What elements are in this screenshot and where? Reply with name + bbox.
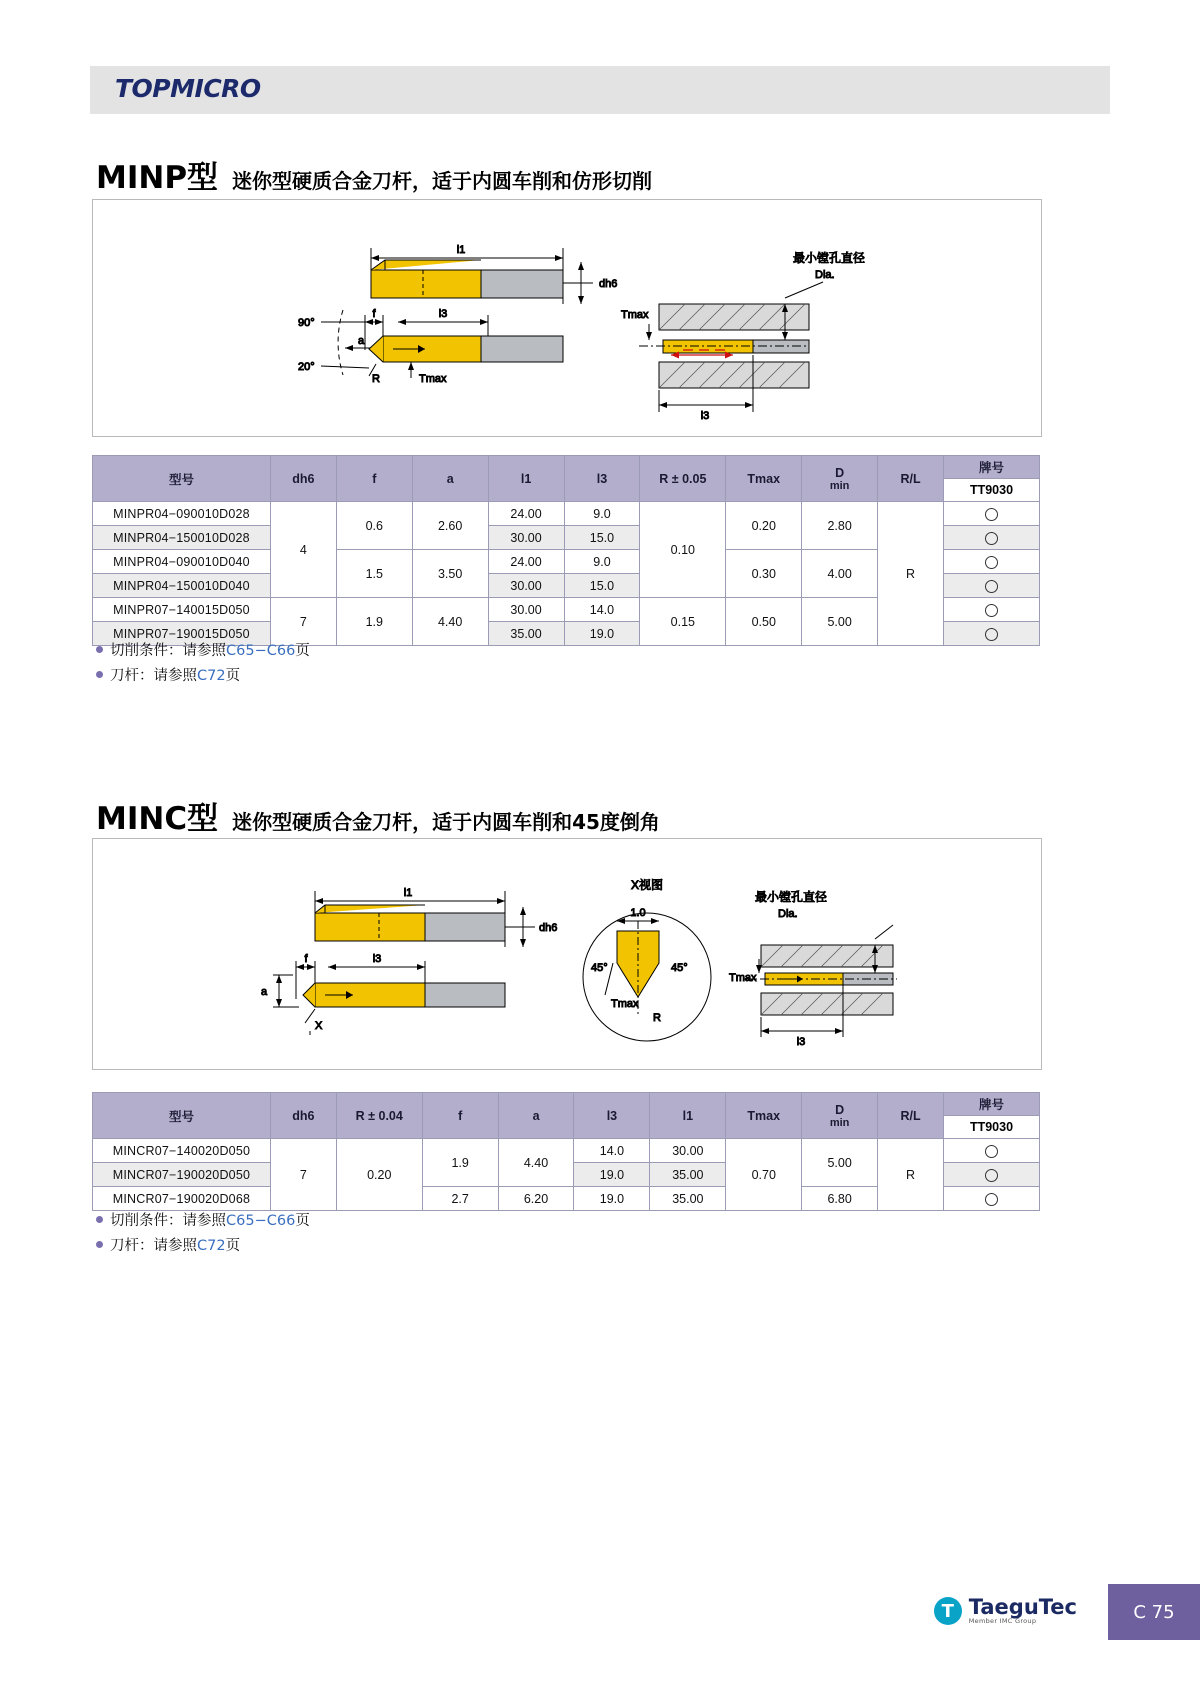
svg-text:l3: l3: [438, 308, 448, 320]
th-dmin-d: D: [835, 1102, 845, 1117]
table-header-row: [93, 1093, 1040, 1116]
cell-l3: 14.0: [574, 1139, 650, 1163]
cell-a: 4.40: [412, 598, 488, 646]
cell-grade: [943, 550, 1039, 574]
grade-circle-icon: [985, 604, 998, 617]
cell-dh6: 7: [270, 598, 336, 646]
grade-circle-icon: [985, 628, 998, 641]
grade-circle-icon: [985, 1193, 998, 1206]
cell-l3: 15.0: [564, 526, 640, 550]
th-rl: R/L: [878, 456, 944, 502]
cell-l1: 35.00: [650, 1187, 726, 1211]
notes-minp: [96, 640, 310, 690]
cell-a: 2.60: [412, 502, 488, 550]
grade-circle-icon: [985, 1145, 998, 1158]
cell-model: MINPR04−090010D028: [93, 502, 271, 526]
svg-text:最小镗孔直径: 最小镗孔直径: [755, 890, 828, 904]
cell-f: 1.9: [422, 1139, 498, 1187]
cell-dh6: 4: [270, 502, 336, 598]
section-title-minp: [96, 152, 652, 197]
th-grade-tt9030: TT9030: [943, 1116, 1039, 1139]
spec-table-minp: [92, 455, 1040, 646]
th-l3: l3: [574, 1093, 650, 1139]
svg-text:Dia.: Dia.: [778, 908, 798, 920]
cell-grade: [943, 502, 1039, 526]
th-l1: l1: [488, 456, 564, 502]
cell-grade: [943, 1139, 1039, 1163]
cell-grade: [943, 598, 1039, 622]
svg-text:1.0: 1.0: [630, 907, 646, 919]
section-title-minc: [96, 793, 660, 838]
svg-text:f: f: [304, 953, 308, 965]
cell-dmin: 4.00: [802, 550, 878, 598]
cell-grade: [943, 622, 1039, 646]
svg-text:a: a: [357, 335, 365, 347]
cell-f: 0.6: [336, 502, 412, 550]
cell-l1: 30.00: [488, 574, 564, 598]
cell-f: 1.5: [336, 550, 412, 598]
th-dh6: dh6: [270, 1093, 336, 1139]
th-tmax: Tmax: [726, 1093, 802, 1139]
cell-grade: [943, 1163, 1039, 1187]
svg-text:dh6: dh6: [539, 922, 558, 934]
th-rl: R/L: [878, 1093, 944, 1139]
th-f: f: [422, 1093, 498, 1139]
svg-text:Tmax: Tmax: [729, 972, 757, 984]
svg-text:45°: 45°: [671, 962, 688, 974]
th-dh6: dh6: [270, 456, 336, 502]
section-code-minc: MINC型: [96, 801, 219, 837]
th-grade-tt9030: TT9030: [943, 479, 1039, 502]
cell-l3: 14.0: [564, 598, 640, 622]
svg-text:R: R: [372, 373, 380, 385]
note-tail: 页: [295, 1213, 310, 1229]
cell-model: MINPR07−140015D050: [93, 598, 271, 622]
svg-text:Tmax: Tmax: [611, 998, 639, 1010]
svg-text:dh6: dh6: [599, 278, 618, 290]
cell-a: 6.20: [498, 1187, 574, 1211]
svg-text:a: a: [261, 986, 268, 998]
th-brand: 牌号: [943, 456, 1039, 479]
note-item: [96, 1210, 310, 1232]
brand-logo-top: TOP: [115, 74, 171, 103]
figure-minc: [92, 838, 1042, 1070]
cell-model: MINCR07−190020D068: [93, 1187, 271, 1211]
cell-model: MINPR04−150010D040: [93, 574, 271, 598]
note-tail: 页: [295, 643, 310, 659]
figure-minp-drawing: [93, 200, 1039, 434]
th-tmax: Tmax: [726, 456, 802, 502]
cell-dmin: 5.00: [802, 1139, 878, 1187]
svg-text:X: X: [315, 1020, 323, 1032]
company-subtitle: Member IMC Group: [968, 1616, 1037, 1625]
cell-model: MINPR07−190015D050: [93, 622, 271, 646]
spec-table-minc: [92, 1092, 1040, 1211]
cell-f: 1.9: [336, 598, 412, 646]
cell-r: 0.10: [640, 502, 726, 598]
brand-logo: [115, 74, 261, 103]
note-item: [96, 1235, 310, 1257]
taegutec-mark-icon: T: [934, 1597, 962, 1625]
section-code-minp: MINP型: [96, 160, 219, 196]
cell-l1: 24.00: [488, 502, 564, 526]
cell-model: MINPR04−150010D028: [93, 526, 271, 550]
th-brand: 牌号: [943, 1093, 1039, 1116]
th-dmin-d: D: [835, 465, 845, 480]
bullet-icon: [96, 1216, 103, 1223]
svg-text:20°: 20°: [298, 361, 315, 373]
cell-grade: [943, 574, 1039, 598]
cell-r: 0.20: [336, 1139, 422, 1211]
table-row: [93, 1139, 1040, 1163]
th-l1: l1: [650, 1093, 726, 1139]
cell-tmax: 0.70: [726, 1139, 802, 1211]
note-label: 刀杆：请参照: [110, 668, 197, 684]
cell-rl: R: [878, 502, 944, 646]
cell-l1: 35.00: [488, 622, 564, 646]
cell-l3: 19.0: [574, 1187, 650, 1211]
svg-text:f: f: [372, 308, 376, 320]
figure-minc-drawing: [93, 839, 1039, 1067]
cell-grade: [943, 526, 1039, 550]
svg-text:l1: l1: [456, 244, 466, 256]
cell-dmin: 6.80: [802, 1187, 878, 1211]
note-ref[interactable]: C72: [197, 668, 226, 684]
cell-dh6: 7: [270, 1139, 336, 1211]
th-dmin: [802, 1093, 878, 1139]
svg-text:l1: l1: [403, 887, 413, 899]
th-r: R ± 0.05: [640, 456, 726, 502]
section-desc-minc: 迷你型硬质合金刀杆，适于内圆车削和45度倒角: [232, 810, 660, 834]
cell-tmax: 0.50: [726, 598, 802, 646]
grade-circle-icon: [985, 580, 998, 593]
cell-l3: 19.0: [574, 1163, 650, 1187]
th-a: a: [498, 1093, 574, 1139]
svg-text:l3: l3: [796, 1036, 806, 1048]
notes-minc: [96, 1210, 310, 1260]
note-ref[interactable]: C65−C66: [226, 1213, 296, 1229]
note-tail: 页: [225, 1238, 241, 1254]
svg-text:最小镗孔直径: 最小镗孔直径: [793, 251, 866, 265]
figure-minp: [92, 199, 1042, 437]
cell-tmax: 0.30: [726, 550, 802, 598]
cell-l1: 35.00: [650, 1163, 726, 1187]
cell-tmax: 0.20: [726, 502, 802, 550]
grade-circle-icon: [985, 532, 998, 545]
th-model: 型号: [93, 456, 271, 502]
cell-grade: [943, 1187, 1039, 1211]
cell-l1: 30.00: [650, 1139, 726, 1163]
th-dmin-sub: min: [829, 479, 850, 492]
th-l3: l3: [564, 456, 640, 502]
th-r: R ± 0.04: [336, 1093, 422, 1139]
footer-company-logo: [934, 1594, 1077, 1625]
cell-l3: 19.0: [564, 622, 640, 646]
th-a: a: [412, 456, 488, 502]
grade-circle-icon: [985, 508, 998, 521]
bullet-icon: [96, 671, 103, 678]
cell-model: MINPR04−090010D040: [93, 550, 271, 574]
bullet-icon: [96, 646, 103, 653]
svg-text:R: R: [653, 1012, 661, 1024]
section-desc-minp: 迷你型硬质合金刀杆，适于内圆车削和仿形切削: [232, 169, 653, 193]
cell-f: 2.7: [422, 1187, 498, 1211]
company-name: TaeguTec: [968, 1594, 1077, 1619]
note-item: [96, 665, 310, 687]
brand-logo-micro: MICRO: [170, 74, 261, 103]
svg-text:Dia.: Dia.: [815, 269, 835, 281]
cell-l1: 30.00: [488, 526, 564, 550]
page-number-tab: C 75: [1108, 1584, 1200, 1640]
note-tail: 页: [225, 668, 241, 684]
cell-l1: 30.00: [488, 598, 564, 622]
note-label: 刀杆：请参照: [110, 1238, 197, 1254]
svg-text:Tmax: Tmax: [419, 373, 447, 385]
note-label: 切削条件：请参照: [110, 643, 226, 659]
svg-text:X视图: X视图: [630, 878, 664, 892]
svg-text:l3: l3: [372, 953, 382, 965]
table-row: [93, 502, 1040, 526]
cell-dmin: 5.00: [802, 598, 878, 646]
cell-l3: 9.0: [564, 502, 640, 526]
cell-l3: 9.0: [564, 550, 640, 574]
note-label: 切削条件：请参照: [110, 1213, 226, 1229]
cell-a: 3.50: [412, 550, 488, 598]
bullet-icon: [96, 1241, 103, 1248]
svg-text:l3: l3: [700, 410, 710, 422]
cell-model: MINCR07−190020D050: [93, 1163, 271, 1187]
th-f: f: [336, 456, 412, 502]
table-header-row: [93, 456, 1040, 479]
note-ref[interactable]: C72: [197, 1238, 226, 1254]
th-model: 型号: [93, 1093, 271, 1139]
cell-dmin: 2.80: [802, 502, 878, 550]
cell-l3: 15.0: [564, 574, 640, 598]
cell-l1: 24.00: [488, 550, 564, 574]
cell-a: 4.40: [498, 1139, 574, 1187]
svg-text:45°: 45°: [591, 962, 608, 974]
svg-text:Tmax: Tmax: [621, 309, 649, 321]
note-item: [96, 640, 310, 662]
th-dmin: [802, 456, 878, 502]
grade-circle-icon: [985, 556, 998, 569]
th-dmin-sub: min: [829, 1116, 850, 1129]
svg-text:90°: 90°: [298, 317, 315, 329]
cell-rl: R: [878, 1139, 944, 1211]
grade-circle-icon: [985, 1169, 998, 1182]
cell-r: 0.15: [640, 598, 726, 646]
note-ref[interactable]: C65−C66: [226, 643, 296, 659]
cell-model: MINCR07−140020D050: [93, 1139, 271, 1163]
